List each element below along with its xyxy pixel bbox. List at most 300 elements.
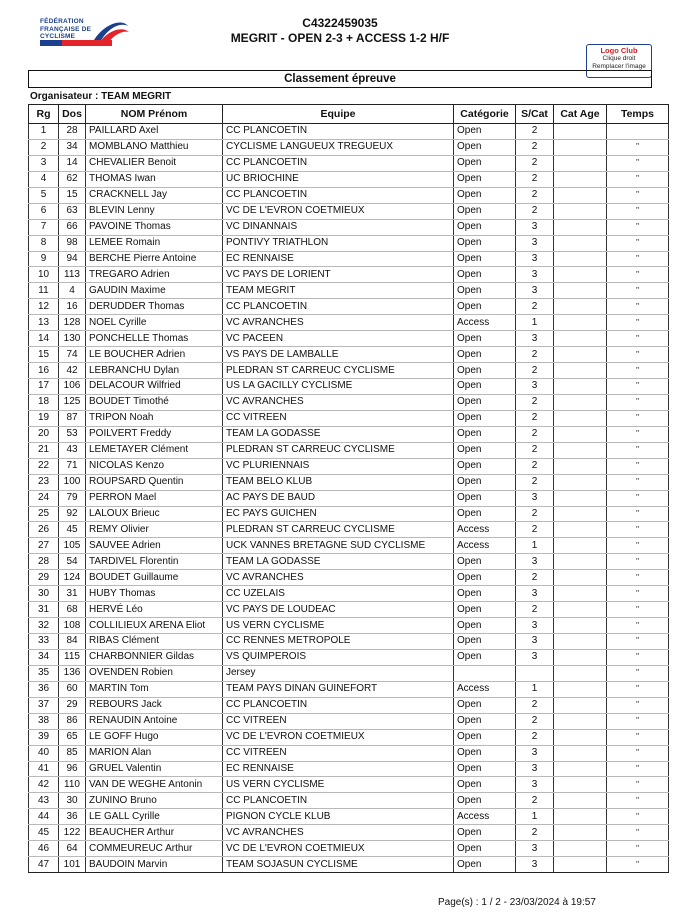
col-subcategory-cell: 3 bbox=[516, 219, 554, 235]
col-category-cell: Open bbox=[454, 251, 516, 267]
col-name-cell: GAUDIN Maxime bbox=[86, 283, 223, 299]
col-subcategory-cell: 2 bbox=[516, 825, 554, 841]
col-subcategory-cell: 3 bbox=[516, 841, 554, 857]
col-subcategory-cell: 3 bbox=[516, 649, 554, 665]
col-name-cell: CHARBONNIER Gildas bbox=[86, 649, 223, 665]
col-time-cell: " bbox=[607, 538, 669, 554]
table-row bbox=[29, 347, 669, 363]
table-row bbox=[29, 442, 669, 458]
col-time-cell: " bbox=[607, 713, 669, 729]
table-row bbox=[29, 554, 669, 570]
col-age-category-cell bbox=[554, 825, 607, 841]
col-team-cell: TEAM SOJASUN CYCLISME bbox=[223, 857, 454, 873]
col-category-cell: Open bbox=[454, 713, 516, 729]
col-name-cell: LEBRANCHU Dylan bbox=[86, 363, 223, 379]
table-row bbox=[29, 315, 669, 331]
col-time-cell: " bbox=[607, 251, 669, 267]
table-row bbox=[29, 809, 669, 825]
col-bib-cell: 122 bbox=[59, 825, 86, 841]
col-name-cell: POILVERT Freddy bbox=[86, 426, 223, 442]
col-rank-cell: 33 bbox=[29, 634, 59, 650]
table-row bbox=[29, 777, 669, 793]
col-category-cell: Access bbox=[454, 809, 516, 825]
col-name-cell: LEMEE Romain bbox=[86, 235, 223, 251]
col-name-cell: COLLILIEUX ARENA Eliot bbox=[86, 618, 223, 634]
col-bib-cell: 79 bbox=[59, 490, 86, 506]
col-age-category-cell bbox=[554, 777, 607, 793]
col-subcategory-cell: 3 bbox=[516, 283, 554, 299]
col-age-category-cell bbox=[554, 570, 607, 586]
col-rank-cell: 17 bbox=[29, 379, 59, 395]
table-body bbox=[29, 124, 669, 873]
col-team-cell: CC PLANCOETIN bbox=[223, 187, 454, 203]
col-time-cell: " bbox=[607, 777, 669, 793]
col-subcategory-cell: 3 bbox=[516, 235, 554, 251]
col-rank-cell: 18 bbox=[29, 394, 59, 410]
col-subcategory-cell: 2 bbox=[516, 124, 554, 140]
col-bib-cell: 101 bbox=[59, 857, 86, 873]
table-row bbox=[29, 410, 669, 426]
logo-club-title: Logo Club bbox=[600, 46, 638, 55]
col-bib-cell: 15 bbox=[59, 187, 86, 203]
table-row bbox=[29, 139, 669, 155]
col-subcategory-cell: 2 bbox=[516, 347, 554, 363]
col-category-cell: Open bbox=[454, 490, 516, 506]
col-age-category-header: Cat Age bbox=[554, 105, 607, 124]
col-category-cell: Open bbox=[454, 187, 516, 203]
col-team-cell: VC DE L'EVRON COETMIEUX bbox=[223, 729, 454, 745]
col-subcategory-cell: 1 bbox=[516, 681, 554, 697]
col-subcategory-cell: 3 bbox=[516, 586, 554, 602]
col-team-cell: EC PAYS GUICHEN bbox=[223, 506, 454, 522]
col-category-cell: Open bbox=[454, 394, 516, 410]
col-bib-cell: 136 bbox=[59, 665, 86, 681]
col-age-category-cell bbox=[554, 809, 607, 825]
table-row bbox=[29, 155, 669, 171]
col-bib-cell: 115 bbox=[59, 649, 86, 665]
table-row bbox=[29, 729, 669, 745]
col-name-cell: LALOUX Brieuc bbox=[86, 506, 223, 522]
col-team-cell: PLEDRAN ST CARREUC CYCLISME bbox=[223, 363, 454, 379]
col-time-cell: " bbox=[607, 171, 669, 187]
col-name-cell: DELACOUR Wilfried bbox=[86, 379, 223, 395]
col-bib-cell: 16 bbox=[59, 299, 86, 315]
col-team-cell: EC RENNAISE bbox=[223, 761, 454, 777]
col-age-category-cell bbox=[554, 426, 607, 442]
col-bib-cell: 66 bbox=[59, 219, 86, 235]
table-row bbox=[29, 538, 669, 554]
col-time-cell: " bbox=[607, 841, 669, 857]
col-age-category-cell bbox=[554, 649, 607, 665]
col-rank-cell: 3 bbox=[29, 155, 59, 171]
col-bib-cell: 85 bbox=[59, 745, 86, 761]
table-row bbox=[29, 522, 669, 538]
col-team-cell: TEAM LA GODASSE bbox=[223, 554, 454, 570]
col-age-category-cell bbox=[554, 442, 607, 458]
col-rank-cell: 39 bbox=[29, 729, 59, 745]
col-age-category-cell bbox=[554, 681, 607, 697]
col-rank-cell: 12 bbox=[29, 299, 59, 315]
col-time-header: Temps bbox=[607, 105, 669, 124]
table-row bbox=[29, 363, 669, 379]
col-time-cell bbox=[607, 124, 669, 140]
col-team-cell: CC PLANCOETIN bbox=[223, 155, 454, 171]
col-name-cell: HUBY Thomas bbox=[86, 586, 223, 602]
col-category-cell: Open bbox=[454, 410, 516, 426]
col-bib-cell: 64 bbox=[59, 841, 86, 857]
col-age-category-cell bbox=[554, 267, 607, 283]
col-age-category-cell bbox=[554, 761, 607, 777]
table-row bbox=[29, 713, 669, 729]
table-row bbox=[29, 649, 669, 665]
col-name-cell: LE BOUCHER Adrien bbox=[86, 347, 223, 363]
table-row bbox=[29, 171, 669, 187]
col-category-cell: Open bbox=[454, 363, 516, 379]
col-bib-cell: 29 bbox=[59, 697, 86, 713]
col-age-category-cell bbox=[554, 618, 607, 634]
col-name-header: NOM Prénom bbox=[86, 105, 223, 124]
col-bib-cell: 98 bbox=[59, 235, 86, 251]
col-category-cell: Open bbox=[454, 554, 516, 570]
col-rank-cell: 35 bbox=[29, 665, 59, 681]
col-age-category-cell bbox=[554, 458, 607, 474]
col-rank-cell: 13 bbox=[29, 315, 59, 331]
col-category-cell: Open bbox=[454, 570, 516, 586]
table-row bbox=[29, 426, 669, 442]
col-subcategory-cell bbox=[516, 665, 554, 681]
col-subcategory-cell: 2 bbox=[516, 139, 554, 155]
col-age-category-cell bbox=[554, 379, 607, 395]
col-rank-cell: 29 bbox=[29, 570, 59, 586]
col-bib-cell: 105 bbox=[59, 538, 86, 554]
col-time-cell: " bbox=[607, 825, 669, 841]
col-age-category-cell bbox=[554, 315, 607, 331]
table-row bbox=[29, 235, 669, 251]
col-bib-cell: 63 bbox=[59, 203, 86, 219]
col-rank-cell: 27 bbox=[29, 538, 59, 554]
col-name-cell: LEMETAYER Clément bbox=[86, 442, 223, 458]
col-age-category-cell bbox=[554, 522, 607, 538]
col-rank-header: Rg bbox=[29, 105, 59, 124]
col-age-category-cell bbox=[554, 857, 607, 873]
col-rank-cell: 45 bbox=[29, 825, 59, 841]
col-age-category-cell bbox=[554, 251, 607, 267]
col-team-cell: VC DE L'EVRON COETMIEUX bbox=[223, 203, 454, 219]
col-name-cell: PONCHELLE Thomas bbox=[86, 331, 223, 347]
col-name-cell: PAVOINE Thomas bbox=[86, 219, 223, 235]
col-team-cell: VC DINANNAIS bbox=[223, 219, 454, 235]
col-age-category-cell bbox=[554, 410, 607, 426]
col-time-cell: " bbox=[607, 506, 669, 522]
col-team-cell: AC PAYS DE BAUD bbox=[223, 490, 454, 506]
col-subcategory-header: S/Cat bbox=[516, 105, 554, 124]
col-name-cell: DERUDDER Thomas bbox=[86, 299, 223, 315]
table-row bbox=[29, 745, 669, 761]
col-time-cell: " bbox=[607, 618, 669, 634]
table-row bbox=[29, 490, 669, 506]
col-age-category-cell bbox=[554, 697, 607, 713]
col-age-category-cell bbox=[554, 187, 607, 203]
col-name-cell: BOUDET Timothé bbox=[86, 394, 223, 410]
col-team-cell: TEAM PAYS DINAN GUINEFORT bbox=[223, 681, 454, 697]
col-time-cell: " bbox=[607, 187, 669, 203]
col-category-cell: Open bbox=[454, 745, 516, 761]
col-rank-cell: 20 bbox=[29, 426, 59, 442]
col-age-category-cell bbox=[554, 203, 607, 219]
col-subcategory-cell: 2 bbox=[516, 570, 554, 586]
col-category-cell: Open bbox=[454, 283, 516, 299]
col-category-cell: Open bbox=[454, 634, 516, 650]
col-time-cell: " bbox=[607, 761, 669, 777]
col-team-header: Equipe bbox=[223, 105, 454, 124]
col-subcategory-cell: 2 bbox=[516, 410, 554, 426]
col-age-category-cell bbox=[554, 506, 607, 522]
col-team-cell: VS QUIMPEROIS bbox=[223, 649, 454, 665]
col-name-cell: GRUEL Valentin bbox=[86, 761, 223, 777]
col-category-cell: Access bbox=[454, 522, 516, 538]
col-category-cell: Open bbox=[454, 426, 516, 442]
col-age-category-cell bbox=[554, 841, 607, 857]
col-bib-header: Dos bbox=[59, 105, 86, 124]
section-heading: Classement épreuve bbox=[28, 70, 652, 88]
col-time-cell: " bbox=[607, 809, 669, 825]
col-team-cell: PIGNON CYCLE KLUB bbox=[223, 809, 454, 825]
col-subcategory-cell: 2 bbox=[516, 522, 554, 538]
col-rank-cell: 11 bbox=[29, 283, 59, 299]
col-rank-cell: 43 bbox=[29, 793, 59, 809]
col-rank-cell: 46 bbox=[29, 841, 59, 857]
col-bib-cell: 68 bbox=[59, 602, 86, 618]
col-name-cell: SAUVEE Adrien bbox=[86, 538, 223, 554]
table-row bbox=[29, 841, 669, 857]
col-bib-cell: 113 bbox=[59, 267, 86, 283]
col-rank-cell: 37 bbox=[29, 697, 59, 713]
col-subcategory-cell: 2 bbox=[516, 793, 554, 809]
col-team-cell: CC RENNES METROPOLE bbox=[223, 634, 454, 650]
col-rank-cell: 25 bbox=[29, 506, 59, 522]
col-time-cell: " bbox=[607, 442, 669, 458]
table-row bbox=[29, 394, 669, 410]
table-row bbox=[29, 570, 669, 586]
table-row bbox=[29, 618, 669, 634]
col-team-cell: VC PAYS DE LORIENT bbox=[223, 267, 454, 283]
col-time-cell: " bbox=[607, 458, 669, 474]
col-category-cell: Open bbox=[454, 442, 516, 458]
col-rank-cell: 14 bbox=[29, 331, 59, 347]
col-name-cell: REMY Olivier bbox=[86, 522, 223, 538]
col-name-cell: PERRON Mael bbox=[86, 490, 223, 506]
col-age-category-cell bbox=[554, 155, 607, 171]
page-footer: Page(s) : 1 / 2 - 23/03/2024 à 19:57 bbox=[438, 897, 596, 908]
col-rank-cell: 15 bbox=[29, 347, 59, 363]
col-category-cell: Open bbox=[454, 761, 516, 777]
table-row bbox=[29, 187, 669, 203]
col-time-cell: " bbox=[607, 570, 669, 586]
col-age-category-cell bbox=[554, 586, 607, 602]
col-bib-cell: 128 bbox=[59, 315, 86, 331]
col-bib-cell: 108 bbox=[59, 618, 86, 634]
table-row bbox=[29, 283, 669, 299]
col-rank-cell: 19 bbox=[29, 410, 59, 426]
col-team-cell: VC PACEEN bbox=[223, 331, 454, 347]
col-subcategory-cell: 3 bbox=[516, 251, 554, 267]
table-row bbox=[29, 681, 669, 697]
col-bib-cell: 42 bbox=[59, 363, 86, 379]
col-age-category-cell bbox=[554, 235, 607, 251]
col-team-cell: VC AVRANCHES bbox=[223, 570, 454, 586]
col-time-cell: " bbox=[607, 554, 669, 570]
col-rank-cell: 38 bbox=[29, 713, 59, 729]
col-category-cell: Open bbox=[454, 474, 516, 490]
col-category-cell: Open bbox=[454, 618, 516, 634]
col-age-category-cell bbox=[554, 713, 607, 729]
col-subcategory-cell: 2 bbox=[516, 713, 554, 729]
col-team-cell: Jersey bbox=[223, 665, 454, 681]
col-rank-cell: 30 bbox=[29, 586, 59, 602]
col-subcategory-cell: 3 bbox=[516, 857, 554, 873]
col-time-cell: " bbox=[607, 379, 669, 395]
table-row bbox=[29, 331, 669, 347]
col-category-cell: Open bbox=[454, 139, 516, 155]
col-name-cell: ZUNINO Bruno bbox=[86, 793, 223, 809]
col-age-category-cell bbox=[554, 665, 607, 681]
col-bib-cell: 60 bbox=[59, 681, 86, 697]
col-age-category-cell bbox=[554, 219, 607, 235]
col-team-cell: PLEDRAN ST CARREUC CYCLISME bbox=[223, 522, 454, 538]
col-team-cell: CC VITREEN bbox=[223, 410, 454, 426]
logo-club-line2: Remplacer l'image bbox=[592, 63, 646, 70]
col-rank-cell: 32 bbox=[29, 618, 59, 634]
table-row bbox=[29, 474, 669, 490]
col-team-cell: TEAM BELO KLUB bbox=[223, 474, 454, 490]
col-time-cell: " bbox=[607, 745, 669, 761]
col-time-cell: " bbox=[607, 634, 669, 650]
col-category-cell: Open bbox=[454, 777, 516, 793]
col-subcategory-cell: 3 bbox=[516, 267, 554, 283]
col-time-cell: " bbox=[607, 283, 669, 299]
col-bib-cell: 86 bbox=[59, 713, 86, 729]
col-team-cell: VC DE L'EVRON COETMIEUX bbox=[223, 841, 454, 857]
col-name-cell: PAILLARD Axel bbox=[86, 124, 223, 140]
col-category-cell: Open bbox=[454, 458, 516, 474]
col-subcategory-cell: 3 bbox=[516, 554, 554, 570]
col-team-cell: TEAM MEGRIT bbox=[223, 283, 454, 299]
results-table bbox=[28, 104, 669, 873]
col-age-category-cell bbox=[554, 299, 607, 315]
organiser-label: Organisateur : TEAM MEGRIT bbox=[30, 91, 172, 102]
col-team-cell: US VERN CYCLISME bbox=[223, 618, 454, 634]
col-subcategory-cell: 2 bbox=[516, 729, 554, 745]
col-team-cell: VC PAYS DE LOUDEAC bbox=[223, 602, 454, 618]
col-subcategory-cell: 2 bbox=[516, 155, 554, 171]
table-row bbox=[29, 267, 669, 283]
col-time-cell: " bbox=[607, 203, 669, 219]
col-rank-cell: 36 bbox=[29, 681, 59, 697]
col-subcategory-cell: 1 bbox=[516, 315, 554, 331]
col-age-category-cell bbox=[554, 347, 607, 363]
col-subcategory-cell: 3 bbox=[516, 745, 554, 761]
col-age-category-cell bbox=[554, 394, 607, 410]
col-bib-cell: 92 bbox=[59, 506, 86, 522]
col-age-category-cell bbox=[554, 634, 607, 650]
col-rank-cell: 6 bbox=[29, 203, 59, 219]
table-header-row bbox=[29, 105, 669, 124]
col-rank-cell: 24 bbox=[29, 490, 59, 506]
col-category-cell: Open bbox=[454, 602, 516, 618]
col-bib-cell: 125 bbox=[59, 394, 86, 410]
col-rank-cell: 22 bbox=[29, 458, 59, 474]
table-row bbox=[29, 379, 669, 395]
col-time-cell: " bbox=[607, 474, 669, 490]
col-team-cell: CC PLANCOETIN bbox=[223, 299, 454, 315]
col-subcategory-cell: 1 bbox=[516, 538, 554, 554]
col-subcategory-cell: 1 bbox=[516, 809, 554, 825]
col-rank-cell: 44 bbox=[29, 809, 59, 825]
col-name-cell: NOEL Cyrille bbox=[86, 315, 223, 331]
col-bib-cell: 54 bbox=[59, 554, 86, 570]
table-row bbox=[29, 219, 669, 235]
col-name-cell: TREGARO Adrien bbox=[86, 267, 223, 283]
col-time-cell: " bbox=[607, 394, 669, 410]
col-time-cell: " bbox=[607, 665, 669, 681]
col-age-category-cell bbox=[554, 124, 607, 140]
col-subcategory-cell: 2 bbox=[516, 474, 554, 490]
col-bib-cell: 130 bbox=[59, 331, 86, 347]
col-subcategory-cell: 2 bbox=[516, 442, 554, 458]
col-age-category-cell bbox=[554, 474, 607, 490]
col-team-cell: VC AVRANCHES bbox=[223, 825, 454, 841]
col-name-cell: BERCHE Pierre Antoine bbox=[86, 251, 223, 267]
table-row bbox=[29, 634, 669, 650]
col-subcategory-cell: 3 bbox=[516, 761, 554, 777]
col-rank-cell: 7 bbox=[29, 219, 59, 235]
col-rank-cell: 34 bbox=[29, 649, 59, 665]
col-time-cell: " bbox=[607, 649, 669, 665]
col-bib-cell: 84 bbox=[59, 634, 86, 650]
col-name-cell: REBOURS Jack bbox=[86, 697, 223, 713]
col-rank-cell: 42 bbox=[29, 777, 59, 793]
col-name-cell: RIBAS Clément bbox=[86, 634, 223, 650]
col-bib-cell: 87 bbox=[59, 410, 86, 426]
col-name-cell: COMMEUREUC Arthur bbox=[86, 841, 223, 857]
col-time-cell: " bbox=[607, 331, 669, 347]
col-name-cell: BAUDOIN Marvin bbox=[86, 857, 223, 873]
col-age-category-cell bbox=[554, 331, 607, 347]
col-time-cell: " bbox=[607, 299, 669, 315]
col-time-cell: " bbox=[607, 681, 669, 697]
col-time-cell: " bbox=[607, 347, 669, 363]
col-time-cell: " bbox=[607, 426, 669, 442]
col-team-cell: VC AVRANCHES bbox=[223, 315, 454, 331]
col-name-cell: LE GALL Cyrille bbox=[86, 809, 223, 825]
col-category-cell: Open bbox=[454, 793, 516, 809]
col-name-cell: LE GOFF Hugo bbox=[86, 729, 223, 745]
col-rank-cell: 4 bbox=[29, 171, 59, 187]
col-category-header: Catégorie bbox=[454, 105, 516, 124]
table-row bbox=[29, 793, 669, 809]
col-team-cell: EC RENNAISE bbox=[223, 251, 454, 267]
col-category-cell: Open bbox=[454, 124, 516, 140]
col-age-category-cell bbox=[554, 538, 607, 554]
col-bib-cell: 124 bbox=[59, 570, 86, 586]
table-row bbox=[29, 586, 669, 602]
col-subcategory-cell: 3 bbox=[516, 379, 554, 395]
col-age-category-cell bbox=[554, 793, 607, 809]
table-row bbox=[29, 299, 669, 315]
col-name-cell: MOMBLANO Matthieu bbox=[86, 139, 223, 155]
col-bib-cell: 106 bbox=[59, 379, 86, 395]
col-time-cell: " bbox=[607, 490, 669, 506]
